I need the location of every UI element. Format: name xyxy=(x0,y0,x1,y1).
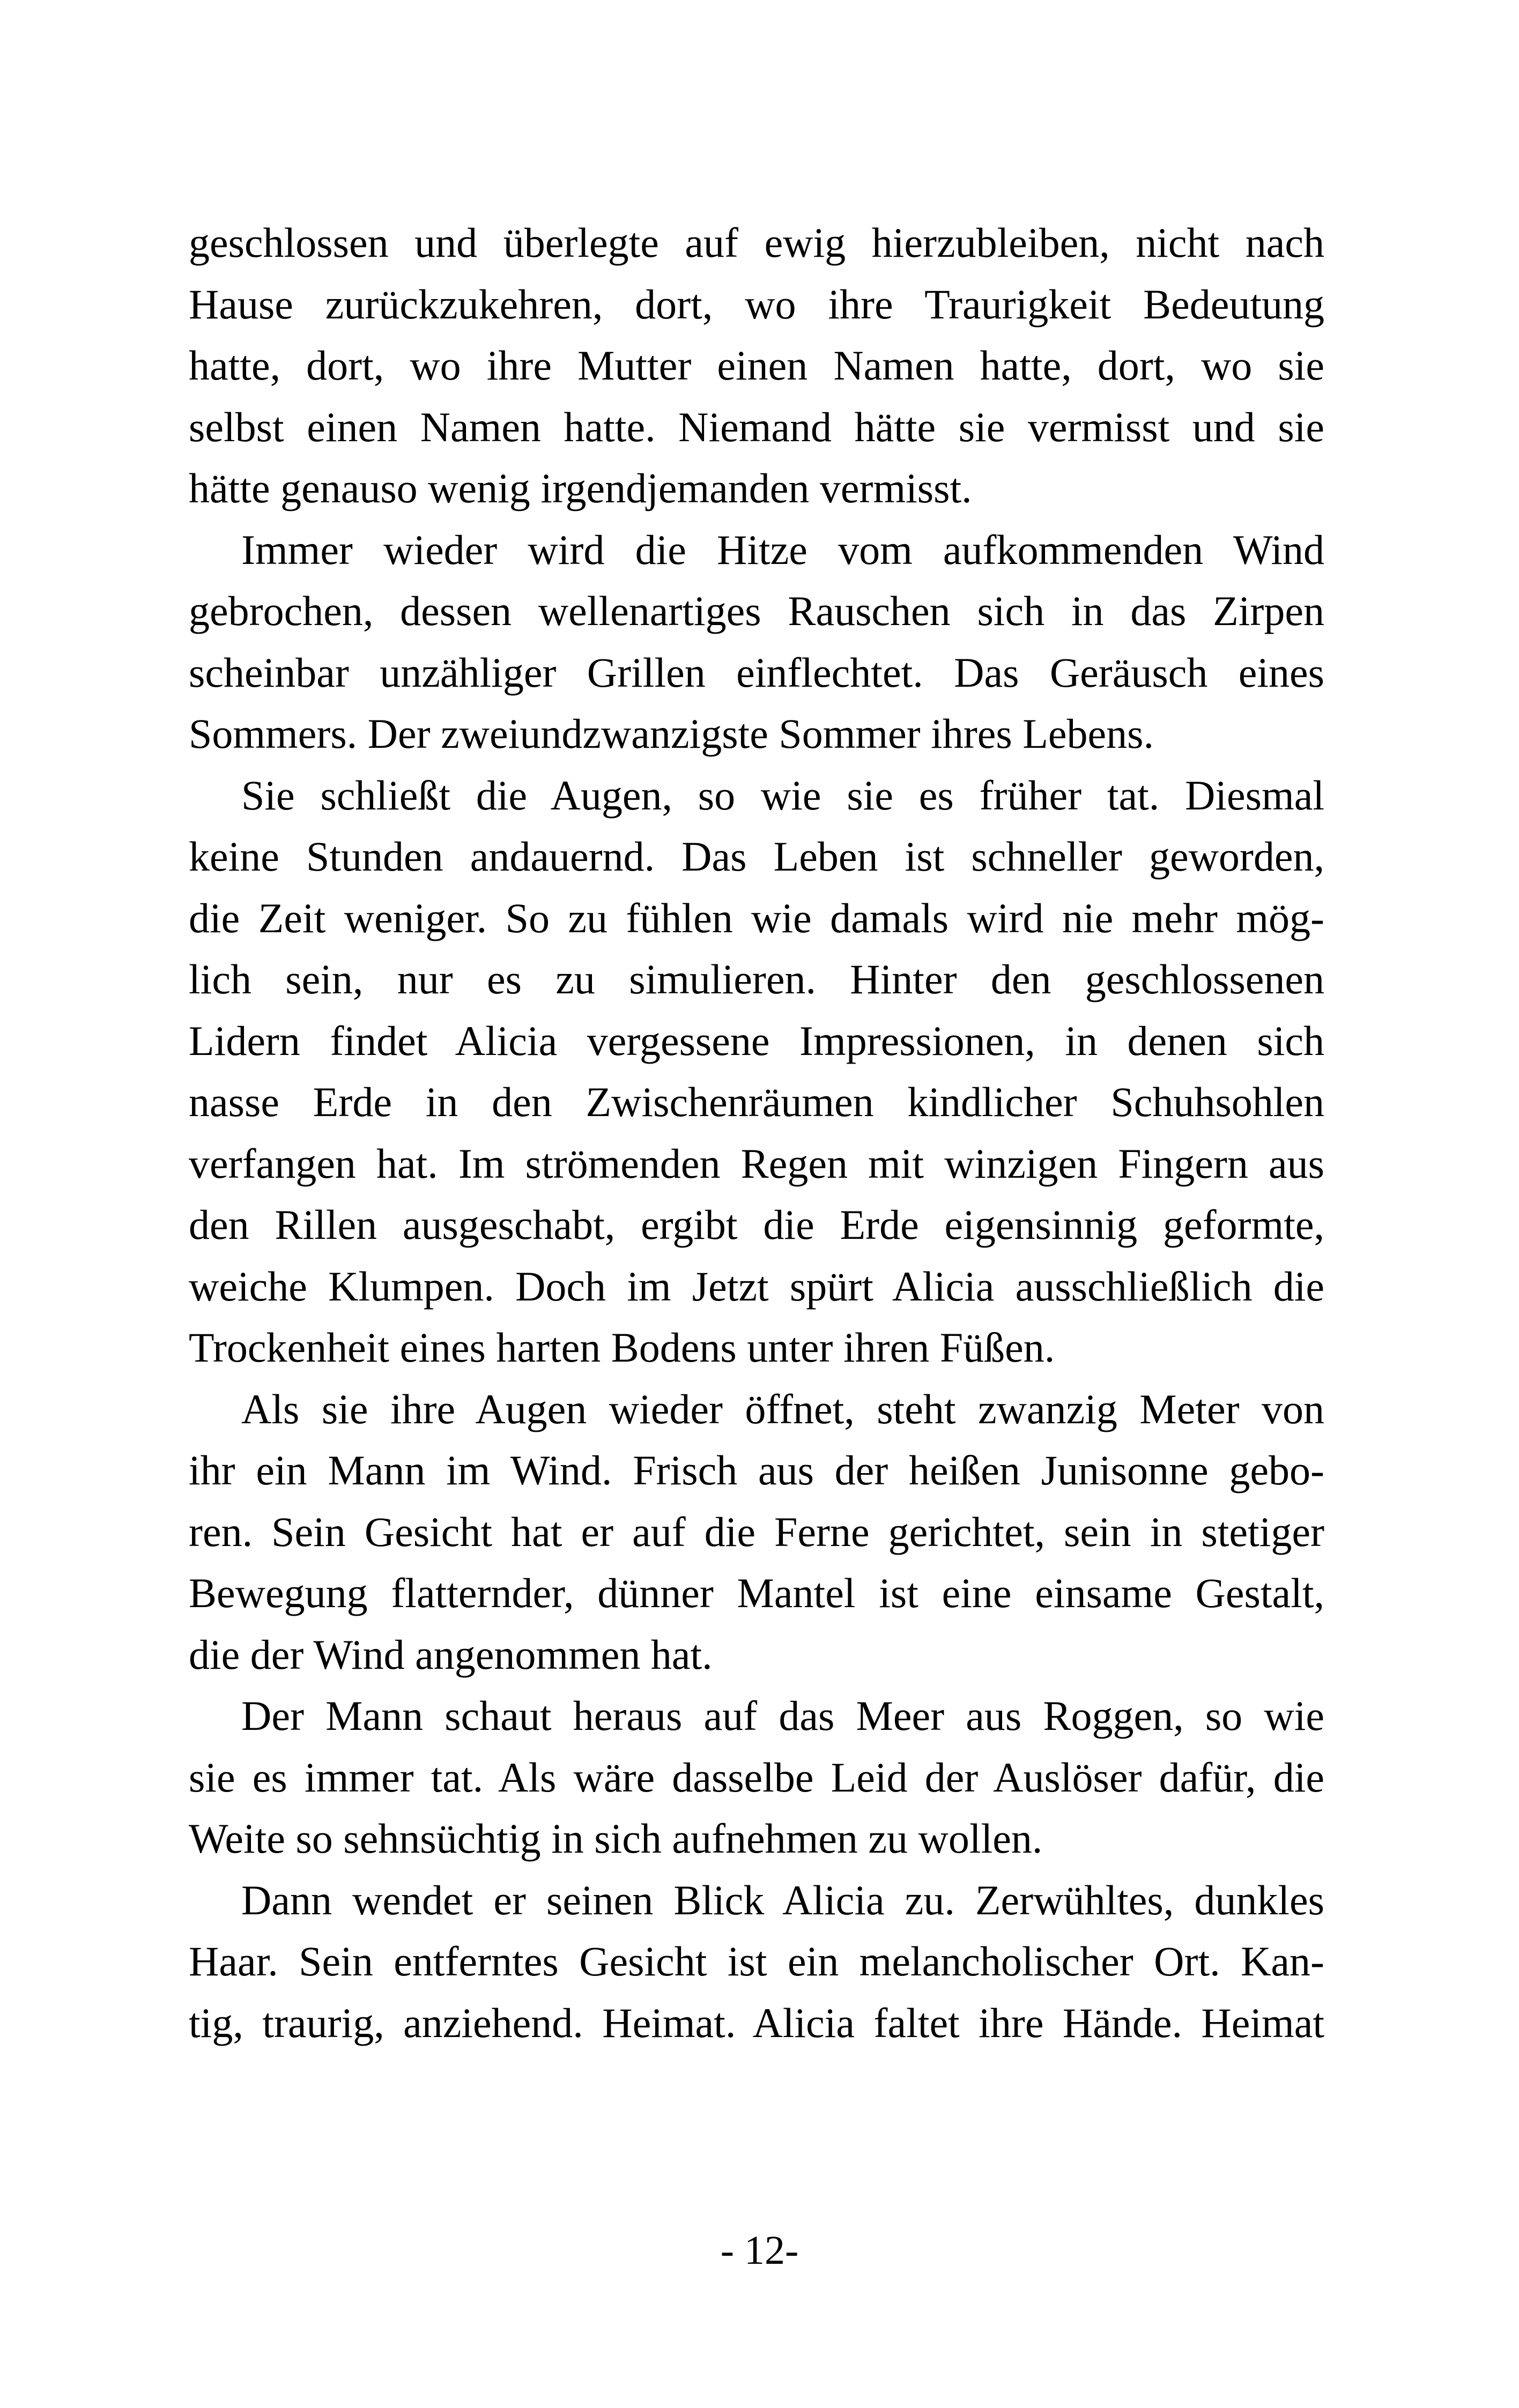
text-line: die Zeit weniger. So zu fühlen wie damals wird nie mehr mög- xyxy=(189,894,1324,941)
text-line: scheinbar unzähliger Grillen einflechtet. Das Geräusch eines xyxy=(189,649,1324,696)
text-line: Immer wieder wird die Hitze vom aufkommenden Wind xyxy=(241,526,1324,573)
paragraph-1 xyxy=(189,212,1324,519)
paragraph-4 xyxy=(189,1379,1324,1686)
text-line: ren. Sein Gesicht hat er auf die Ferne gerichtet, sein in stetiger xyxy=(189,1508,1324,1555)
text-line: Trockenheit eines harten Bodens unter ihren Füßen. xyxy=(189,1324,1055,1371)
text-line: geschlossen und überlegte auf ewig hierzubleiben, nicht nach xyxy=(189,219,1324,266)
text-line: den Rillen ausgeschabt, ergibt die Erde eigensinnig geformte, xyxy=(189,1201,1324,1248)
text-line: Lidern findet Alicia vergessene Impressionen, in denen sich xyxy=(189,1017,1324,1064)
text-line: tig, traurig, anziehend. Heimat. Alicia faltet ihre Hände. Heimat xyxy=(189,1999,1324,2046)
text-line: ihr ein Mann im Wind. Frisch aus der heißen Junisonne gebo- xyxy=(189,1447,1324,1493)
text-line: verfangen hat. Im strömenden Regen mit winzigen Fingern aus xyxy=(189,1140,1324,1187)
text-line: Haar. Sein entferntes Gesicht ist ein melancholischer Ort. Kan- xyxy=(189,1938,1324,1985)
text-line: gebrochen, dessen wellenartiges Rauschen sich in das Zirpen xyxy=(189,588,1324,634)
text-line: lich sein, nur es zu simulieren. Hinter den geschlossenen xyxy=(189,956,1324,1002)
text-line: Dann wendet er seinen Blick Alicia zu. Zerwühltes, dunkles xyxy=(241,1876,1324,1923)
text-line: Als sie ihre Augen wieder öffnet, steht zwanzig Meter von xyxy=(241,1385,1324,1432)
text-line: weiche Klumpen. Doch im Jetzt spürt Alicia ausschließlich die xyxy=(189,1262,1324,1310)
text-line: hatte, dort, wo ihre Mutter einen Namen hatte, dort, wo sie xyxy=(189,342,1324,389)
body-text xyxy=(189,212,1324,2054)
text-line: sie es immer tat. Als wäre dasselbe Leid der Auslöser dafür, die xyxy=(189,1753,1324,1801)
text-line: selbst einen Namen hatte. Niemand hätte sie vermisst und sie xyxy=(189,403,1324,450)
paragraph-3 xyxy=(189,765,1324,1379)
paragraph-5 xyxy=(189,1685,1324,1870)
text-line: Hause zurückzukehren, dort, wo ihre Traurigkeit Bedeutung xyxy=(189,280,1324,328)
paragraph-2 xyxy=(189,519,1324,765)
text-line: Weite so sehnsüchtig in sich aufnehmen zu wollen. xyxy=(189,1815,1043,1862)
text-line: Sommers. Der zweiundzwanzigste Sommer ihres Lebens. xyxy=(189,710,1154,757)
paragraph-6 xyxy=(189,1870,1324,2054)
text-line: nasse Erde in den Zwischenräumen kindlicher Schuhsohlen xyxy=(189,1079,1324,1125)
text-line: keine Stunden andauernd. Das Leben ist schneller geworden, xyxy=(189,833,1324,880)
page-number: - 12- xyxy=(720,2228,799,2273)
text-line: Sie schließt die Augen, so wie sie es früher tat. Diesmal xyxy=(241,771,1324,819)
text-line: Der Mann schaut heraus auf das Meer aus Roggen, so wie xyxy=(241,1692,1324,1739)
text-line: die der Wind angenommen hat. xyxy=(189,1631,713,1678)
text-line: hätte genauso wenig irgendjemanden vermisst. xyxy=(189,465,972,511)
text-line: Bewegung flatternder, dünner Mantel ist eine einsame Gestalt, xyxy=(189,1570,1324,1616)
